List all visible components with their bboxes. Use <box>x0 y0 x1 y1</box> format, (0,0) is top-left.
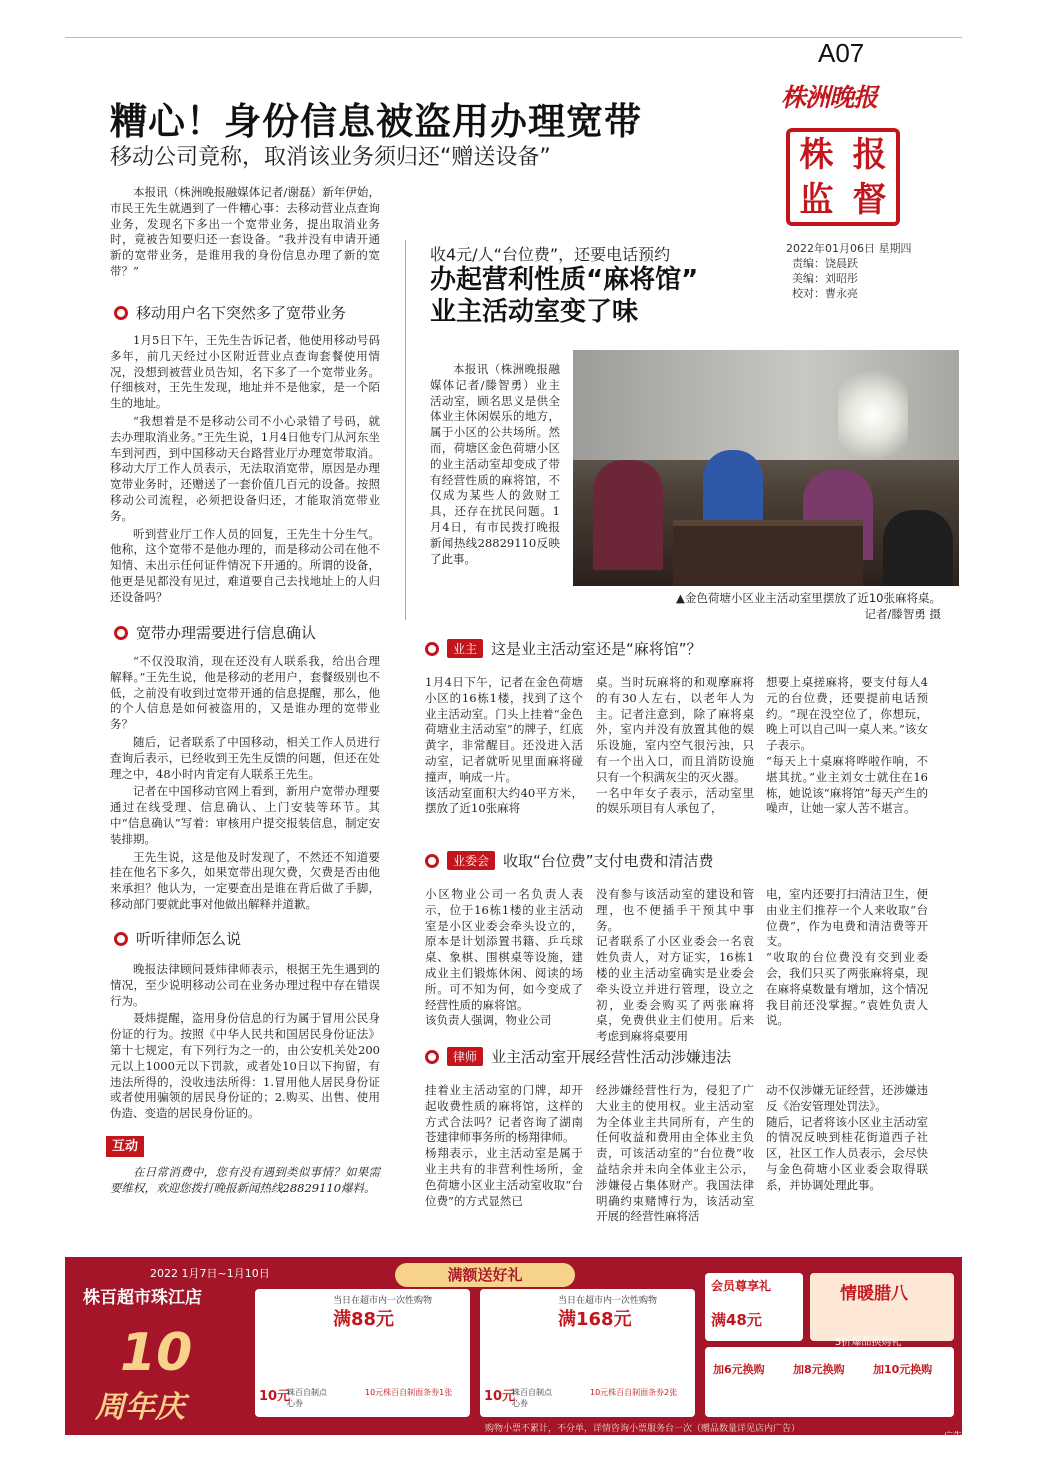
paragraph: 本报讯（株洲晚报融媒体记者/滕智勇）业主活动室，顾名思义是供全体业主休闲娱乐的地方，属于小区的公共场所。然而，荷塘区金色荷塘小区的业主活动室却变成了带有经营性质的麻将馆，不仅成为某些人的敛财工具，还存在扰民问题。1月4日，有市民拨打晚报新闻热线28829110反映了此事。 <box>430 362 560 566</box>
section-title: 听听律师怎么说 <box>136 930 242 948</box>
headline-line: 业主活动室变了味 <box>430 297 639 327</box>
mahjong-room-photo <box>573 350 959 586</box>
seal-char: 监 <box>799 179 834 220</box>
article2-s3-col1: 挂着业主活动室的门牌，却开起收费性质的麻将馆，这样的方式合法吗？记者咨询了湖南苍建律师事务所的杨翔律师。 杨翔表示，业主活动室是属于业主共有的非营利性场所，金色荷塘小区业主活动室收取“台位费”的方式显然已 <box>425 1083 583 1208</box>
paragraph: 随后，记者联系了中国移动，相关工作人员进行查询后表示，已经收到王先生反馈的问题，但还在处理之中，48小时内肯定有人联系王先生。 <box>110 734 380 781</box>
editor-credit: 责编：饶晨跃 <box>792 257 858 270</box>
article2-s2-col1: 小区物业公司一名负责人表示，位于16栋1楼的业主活动室是小区业委会牵头设立的，原本是计划添置书籍、乒乓球桌、象棋、围棋桌等设施，建成业主们锻炼休闲、阅读的场所。可不知为何，如今变成了经营性质的麻将馆。 该负责人强调，物业公司 <box>425 887 583 1028</box>
offer-coupon: 10元 <box>484 1389 516 1404</box>
exchange-title: 5折爆品换购礼 <box>835 1337 902 1348</box>
section-title: 宽带办理需要进行信息确认 <box>136 624 317 642</box>
article1-section1-body <box>110 333 380 608</box>
section-tag: 业主 <box>447 639 483 658</box>
article2-s3-col2: 经涉嫌经营性行为，侵犯了广大业主的使用权。业主活动室为全体业主共同所有，产生的任何收益和费用由全体业主负责，可该活动室的“台位费”收益结余并未向全体业主公示，涉嫌侵占集体财产。我国法律明确约束赌博行为，该活动室开展的经营性麻将活 <box>596 1083 754 1224</box>
headline-line: 办起营利性质“麻将馆” <box>430 265 699 295</box>
ad-store-name: 株百超市珠江店 <box>83 1288 202 1308</box>
exchange-item: 加10元换购 <box>873 1363 933 1376</box>
article2-s1-col1: 1月4日下午，记者在金色荷塘小区的16栋1楼，找到了这个业主活动室。门头上挂着“金色荷塘业主活动室”的牌子，红底黄字，非常醒目。还没进入活动室，记者就听见里面麻将碰撞声，响成一片。 该活动室面积大约40平方米，摆放了近10张麻将 <box>425 675 583 816</box>
offer-gift: 10元株百自制面条券1张 <box>365 1388 453 1397</box>
ad-offer-2 <box>480 1289 695 1417</box>
offer-coupon-text: 株百自制点心券 <box>287 1388 327 1408</box>
page-number: A07 <box>818 38 865 68</box>
seal-char: 督 <box>852 179 887 220</box>
bullet-icon <box>114 932 128 946</box>
section-tag: 律师 <box>447 1047 483 1066</box>
paragraph: 聂炜提醒，盗用身份信息的行为属于冒用公民身份证的行为。按照《中华人民共和国居民身份证法》第十七规定，有下列行为之一的，由公安机关处200元以上1000元以下罚款，或者处10日以下拘留，有违法所得的，没收违法所得：1.冒用他人居民身份证或者使用骗领的居民身份证的；2.购买、出售、使用伪造、变造的居民身份证的。 <box>110 1011 380 1121</box>
ad-banner: 满额送好礼 <box>395 1263 575 1287</box>
ad-anniversary-text: 周年庆 <box>95 1390 185 1425</box>
member-price: 满48元 <box>711 1311 762 1329</box>
offer-price: 满168元 <box>558 1309 632 1330</box>
bullet-icon <box>114 306 128 320</box>
article2-s1-col2: 桌。当时玩麻将的和观摩麻将的有30人左右，以老年人为主。记者注意到，除了麻将桌外，室内并没有放置其他的娱乐设施，室内空气很污浊，只有一个出入口，而且消防设施只有一个积满灰尘的灭火器。 一名中年女子表示，活动室里的娱乐项目有人承包了， <box>596 675 754 816</box>
ad-footnote: 购物小票不累计，不分单，详情咨询小票服务台一次（赠品数量详见店内广告） <box>485 1424 801 1434</box>
designer-credit: 美编：刘昭彤 <box>792 272 858 285</box>
paragraph: “不仅没取消，现在还没有人联系我，给出合理解释。”王先生说，他是移动的老用户，套餐级别也不低，之前没有收到过宽带开通的信息提醒，那么，他的个人信息是如何被盗用的，又是谁办理的宽带业务？ <box>110 654 380 732</box>
offer-gift: 10元株百自制面条券2张 <box>590 1388 678 1397</box>
masthead-logo: 株洲晚报 <box>781 83 878 112</box>
festival-title: 情暖腊八 <box>840 1284 908 1304</box>
seal-char: 株 <box>799 134 834 175</box>
offer-price: 满88元 <box>333 1309 395 1330</box>
article2-s1-col3: 想要上桌搓麻将，要支付每人4元的台位费，还要提前电话预约。“现在没空位了，你想玩，晚上可以自己叫一桌人来。”该女子表示。 “每天上十桌麻将哗啦作响，不堪其扰。”业主刘女士就住在16栋，她说该“麻将馆”每天产生的噪声，让她一家人苦不堪言。 <box>766 675 928 816</box>
article1-section3-body <box>110 962 380 1124</box>
ad-anniversary-number: 10 <box>120 1323 193 1383</box>
article2-s3-col3: 动不仅涉嫌无证经营，还涉嫌违反《治安管理处罚法》。 随后，记者将该小区业主活动室的情况反映到桂花街道西子社区，社区工作人员表示，会尽快与金色荷塘小区业委会取得联系，并协调处理此事。 <box>766 1083 928 1192</box>
interaction-label: 互动 <box>106 1135 144 1154</box>
article2-section3-heading <box>425 1046 731 1067</box>
offer-coupon: 10元 <box>259 1389 291 1404</box>
bullet-icon <box>425 642 439 656</box>
article1-section3-heading <box>114 928 241 949</box>
ad-exchange-gift <box>705 1337 954 1417</box>
member-title: 会员尊享礼 <box>711 1279 772 1293</box>
ad-date: 2022 1月7日~1月10日 <box>150 1267 270 1280</box>
seal-char: 报 <box>852 134 887 175</box>
article1-lead <box>110 185 380 282</box>
section-title: 移动用户名下突然多了宽带业务 <box>136 304 347 322</box>
issue-meta <box>786 241 912 301</box>
issue-date: 2022年01月06日 星期四 <box>786 242 912 255</box>
offer-head: 当日在超市内一次性购物 <box>558 1296 658 1306</box>
column-seal <box>786 128 900 226</box>
article1-section2-heading <box>114 622 316 643</box>
article2-headline <box>430 264 698 328</box>
bullet-icon <box>425 854 439 868</box>
article1-subheadline: 移动公司竟称，取消该业务须归还“赠送设备” <box>110 145 551 170</box>
section-title: 这是业主活动室还是“麻将馆”？ <box>491 640 702 658</box>
paragraph: “我想着是不是移动公司不小心录错了号码，就去办理取消业务。”王先生说，1月4日他专门从河东坐车到河西，到中国移动天台路营业厅办理宽带取消。移动大厅工作人员表示，无法取消宽带，原因是办理宽带业务时，还赠送了一套价值几百元的设备。按照移动公司流程，必须把设备归还，才能取消宽带业务。 <box>110 413 380 523</box>
column-divider <box>405 240 406 620</box>
article2-section2-heading <box>425 850 714 871</box>
article2-lead <box>430 362 560 569</box>
exchange-item: 加6元换购 <box>713 1363 765 1376</box>
paragraph: 记者在中国移动官网上看到，新用户宽带办理要通过在线受理、信息确认、上门安装等环节。其中“信息确认”写着：审核用户提交报装信息，制定安装排期。 <box>110 784 380 846</box>
paragraph: 本报讯（株洲晚报融媒体记者/谢磊）新年伊始，市民王先生就遇到了一件糟心事：去移动营业点查询业务，发现名下多出一个宽带业务，提出取消业务时，竟被告知要归还一套设备。“我并没有申请开通新的宽带业务，是谁用我的身份信息办理了新的宽带？” <box>110 185 380 278</box>
article1-section2-body <box>110 654 380 915</box>
article1-headline: 糟心！身份信息被盗用办理宽带 <box>110 100 642 143</box>
paragraph: 王先生说，这是他及时发现了，不然还不知道要挂在他名下多久，如果宽带出现欠费，欠费是否由他来承担？他认为，一定要查出是谁在背后做了手脚，移动部门要就此事对他做出解释并道歉。 <box>110 849 380 911</box>
section-tag: 业委会 <box>447 851 495 870</box>
bullet-icon <box>425 1050 439 1064</box>
paragraph: 晚报法律顾问聂炜律师表示，根据王先生遇到的情况，至少说明移动公司在业务办理过程中存在错误行为。 <box>110 962 380 1008</box>
proof-credit: 校对：曹永亮 <box>792 287 858 300</box>
caption-text: ▲金色荷塘小区业主活动室里摆放了近10张麻将桌。 <box>676 591 941 605</box>
section-title: 收取“台位费”支付电费和清洁费 <box>503 852 714 870</box>
article2-section1-heading <box>425 638 702 659</box>
offer-head: 当日在超市内一次性购物 <box>333 1296 433 1306</box>
paragraph: 1月5日下午，王先生告诉记者，他使用移动号码多年，前几天经过小区附近营业点查询套餐使用情况，没想到被营业员告知，名下多了一个宽带业务。仔细核对，王先生发现，地址并不是他家，是一个陌生的地址。 <box>110 333 380 411</box>
article1-section1-heading <box>114 302 346 323</box>
article2-s2-col3: 电，室内还要打扫清洁卫生，便由业主们推荐一个人来收取“台位费”，作为电费和清洁费等开支。 “收取的台位费没有交到业委会，我们只买了两张麻将桌，现在麻将桌数量有增加，这个情况我目前还没掌握。”袁姓负责人说。 <box>766 887 928 1028</box>
article2-s2-col2: 没有参与该活动室的建设和管理，也不便插手干预其中事务。 记者联系了小区业委会一名袁姓负责人，对方证实，16栋1楼的业主活动室确实是业委会牵头设立并进行管理，设立之初，业委会购买了两张麻将桌，免费供业主们使用。后来考虑到麻将桌要用 <box>596 887 754 1044</box>
ad-member-gift <box>705 1273 803 1341</box>
paragraph: 听到营业厅工作人员的回复，王先生十分生气。他称，这个宽带不是他办理的，而是移动公司在他不知情、未出示任何证件情况下开通的。所谓的设备，他更是见都没有见过，难道要自己去找地址上的人归还设备吗？ <box>110 526 380 604</box>
ad-festival-gift <box>810 1273 954 1341</box>
supermarket-advertisement <box>65 1257 962 1435</box>
paragraph: 在日常消费中，您有没有遇到类似事情？如果需要维权，欢迎您拨打晚报新闻热线28829110爆料。 <box>110 1165 380 1195</box>
photo-caption <box>676 590 941 622</box>
ad-label: 广告 <box>944 1432 963 1442</box>
photo-credit: 记者/滕智勇 摄 <box>864 607 941 621</box>
bullet-icon <box>114 626 128 640</box>
interaction-text <box>110 1165 380 1199</box>
article2-kicker: 收4元/人“台位费”，还要电话预约 <box>430 245 671 264</box>
exchange-item: 加8元换购 <box>793 1363 845 1376</box>
offer-coupon-text: 株百自制点心券 <box>512 1388 552 1408</box>
ad-offer-1 <box>255 1289 470 1417</box>
section-title: 业主活动室开展经营性活动涉嫌违法 <box>491 1048 732 1066</box>
